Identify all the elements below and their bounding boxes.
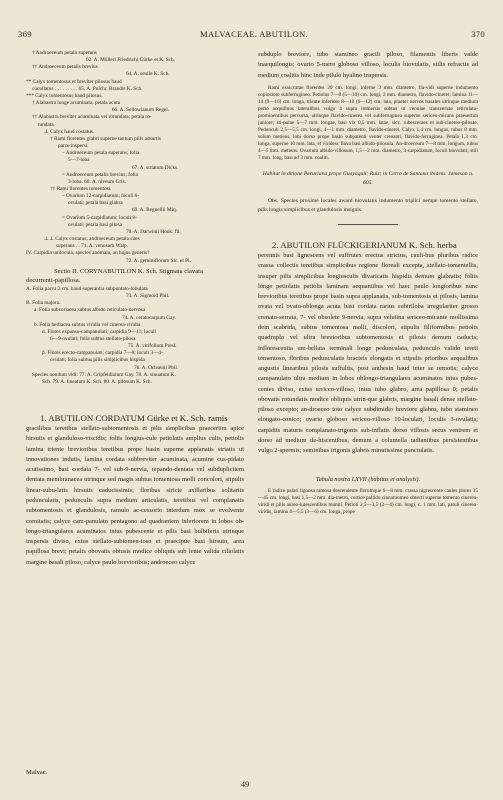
key-line: B. Folia majora. bbox=[26, 300, 61, 307]
key-line: 6—9-ovulati; folia subtus stellato-pilosa bbox=[50, 335, 136, 342]
key-line: † Androeceum petala superans bbox=[32, 50, 97, 56]
section-divider bbox=[338, 224, 398, 225]
key-line: 73. A. Sigmoid Phil. bbox=[126, 293, 170, 300]
identification-key bbox=[26, 50, 244, 265]
key-line: †† Alabastra breviter acuminata vel rotundata; petala ro- bbox=[32, 114, 152, 121]
key-line: 69. A. Regnellii Miq. bbox=[132, 207, 178, 214]
key-line: 66. A. Sellowianum Regel. bbox=[112, 107, 170, 114]
key-line: 75. A. vitifolium Presl. bbox=[128, 343, 177, 350]
key-line: †† Rami florentes tomentosi. bbox=[50, 185, 112, 192]
specimen-measurements-1: Rami exsiccatae florentes 20 cm. longi, inferne 3 mm. diametro, fla-vidi superne indumento copiosiore subferrugineo. Petiolus 7—8 (5—10) cm. longi, 2 mm. diametro, flavido-cinerei; lamina 11—14 (9—16) cm. longa, triente inferiore 8—10 (6—12) cm. lata, praeter nervos basales utrinque medium perio acquilinus lateralibus vulgo 4 supra immersis subtus ut venulae transversae reticulato-prominentibus percursa, utrinque flavido-cinerea vel subferruginea superne sericeo-micans praesertim juniore; sti-pulae 5—7 mm. longae, basi vix 0,5 mm. latae, sicc. rubescentes et sub-cinereo-pilosae. Pedunculi 2,5—5,5 cm. longi, 4—1 mm. diametro, flavido-cinerei. Calyx 1,4 cm. longus, tubus 8 mm. solum metiens, lobi dorso prope basin subpatenti venter crenanti, flavido-ferruginea. Petala 1,3 cm. longa, superne 10 mm. lata, et viridesc flava basi albido-pilosula. An-droeceum 7—8 mm. longum, tubus 4—5 mm. metiens. Ovarium albido-villosum, 1,5—2 mm. diametro, 3-carpidiatum, loculi biovulati; stili 7 mm. long, basi ad 3 mm. coaliti. bbox=[258, 84, 478, 162]
key-line: ovulati; folia subtus pilis simplicibus hispida bbox=[50, 357, 145, 364]
section-title: Sectio II. CORYNABUTILON K. Sch. Stigmata clavata bbox=[54, 267, 203, 275]
specimen-measurements-2: E radice palari lignosa ramosa descendente florumque 6—8 mm. crassa nigrescente caules plures 35—45 cm. longi, basi 1,5—2 mm. dia-metro, cortice pallido cinnamomeo obtecti superne tomento cinereo-viridi et pilis aureo-lutescentibus muniti. Petioli 2,5—3,5 (2—4) cm. longi, c. 1 mm. lati, patuli cinereo-viridis, lamina 4—5,5 (3—6) cm. longa, prope bbox=[258, 487, 478, 515]
key-line: parce inspersi. bbox=[58, 143, 89, 150]
key-line: ovulati; petala basi glabra bbox=[68, 200, 123, 207]
key-line: 5—7-loba bbox=[68, 157, 90, 164]
key-line: 74. A. ceratocarpum Gay. bbox=[122, 314, 177, 321]
running-title: MALVACEAE. ABUTILON. bbox=[200, 29, 308, 39]
key-line: – Androeceum petala superans; folia bbox=[62, 150, 140, 157]
key-line: Species nondum vidi: 77. A. Gripfeldiaium Gay. 78. A. sinuatum K. bbox=[32, 371, 176, 378]
page-number-left: 369 bbox=[18, 29, 32, 39]
running-header bbox=[14, 29, 489, 41]
key-line: ⊥⊥ Calyx costatus; androeceum petala sites bbox=[44, 236, 140, 243]
key-line: 62. A. Mülleri Friedrichi Gürke et K. Sch. bbox=[86, 57, 176, 64]
page-number-right: 370 bbox=[471, 29, 485, 39]
key-line: Sch. 79. A. lineatum K. Sch. 80. A. pilosum K. Sch. bbox=[42, 378, 152, 385]
key-line: 3-loba. 68. A. niveum Gris. bbox=[68, 178, 126, 185]
species-description-1-continued: subduplo breviore, tubo stamineo gracili piloso, filamentis liberis valde inaequilongis; ovario 5-mero globoso villoso, loculis biovulatis, stilis refractis ad medium coalitis hinc inde pilulo hyalino inspersis. bbox=[258, 51, 478, 79]
key-line: †† Androeceum petalis brevius bbox=[32, 64, 98, 71]
key-line: cucullatus . . . . . . . . . 65. A. Pulchr. Brandis K. Sch. bbox=[32, 85, 143, 92]
right-column bbox=[258, 50, 478, 516]
species-heading-2: 2. ABUTILON FLÜCKIGERIANUM K. Sch. herba bbox=[272, 239, 457, 250]
observation-note: Obs. Species proxime locales award biovulatis indumento triplici nempe tomento stellato, pilis longis simplicibus et glandulosis insignis. bbox=[258, 198, 478, 213]
key-line: – Ovarium 12-carpidiatum; loculi 6- bbox=[62, 193, 140, 200]
key-line: 76. A. Ochsenii Phil. bbox=[134, 364, 179, 371]
section-title-continued: decurrenti-papillosa. bbox=[26, 277, 81, 285]
signature-mark: 49 bbox=[241, 780, 250, 789]
key-line: 64. A. senile K. Sch. bbox=[126, 71, 170, 78]
key-line: ⊥ Calyx haud costatus. bbox=[44, 128, 95, 135]
key-line: = Androeceum petalis brevius; folia bbox=[62, 171, 138, 178]
key-line: = Ovarium 5-carpidiatum; loculi 8- bbox=[62, 214, 137, 221]
key-line: 72. A. geminiflorum Sic. et Pl. bbox=[126, 257, 191, 264]
key-line: *** Calyx tomentosus haud pilosus. bbox=[26, 92, 103, 99]
key-line: 70. A. Darwinii Hook. fil. bbox=[126, 228, 181, 235]
key-line: β. Flores erecto-campanulati; carpidia 7—8; loculi 3—4- bbox=[42, 350, 163, 357]
key-line: † Rami florentes glabri superne tantum pilis adsurtis bbox=[50, 135, 162, 142]
key-line: a. Folia subcoriacea subtus albido reticulato-nervosa bbox=[34, 307, 146, 314]
key-line: † Alabastra longe acuminata; petala acuta bbox=[32, 100, 121, 107]
species-heading-1: 1. ABUTILON CORDATUM Gürke et K. Sch. ramis bbox=[40, 413, 228, 424]
key-line: ovulati; petala basi pilosa bbox=[68, 221, 122, 228]
footer-left: Malvac. bbox=[26, 769, 48, 776]
key-line: tundata. bbox=[38, 121, 55, 128]
plate-reference: Tabula nostra LXVII (habitus et analysis). bbox=[315, 475, 421, 483]
species-description-1: gracilibus teretibus stellato-subtomentosis et pilis simplicibus praecertim apice hirsutis et glanduloso-viscidis; foliis longius-cule petiolatis amplius culis, petiolis lamina triente brevioribus teretibus prope basin superne applanatis striatis ut innovationes indutis, lamina cordata subbreviter acuminata, acumine cus-pidato acutissimo, basi cordata 7- vel sub-9-nervia, repando-dentata vel subduplicitem dentata membranacea utrinque sed magis subtus tomentosa molli concolori, stipulis linear-subu-latis hirsutis caducissimis; floribus stricte axillaribus solitariis pedunculatis, pedunculis supra medium articulatis, teretibus vel complanatis subtomentosis et glandulosis, ramulo ac-cessorio interdum mox se evolvente comitatis; calyce cam-panulato pentagono ad quadrantem inferiorem in lobos ob-longo-triangulares acuminatos intus pubescente et pilis basi bulbiferis utrinque inspersis diviso, extus stellato-subtomen-toso et praecipue basi hirsuto, area papillosa brevi; petalis obovatis obtusis modice obliquis sub lente valida ciliolatis margine basali piloso, calyce paulo brevioribus; androeceo calyce bbox=[26, 425, 244, 566]
key-line: 67. A. striatum Dicks. bbox=[132, 164, 179, 171]
left-column bbox=[26, 50, 244, 568]
section-key bbox=[26, 286, 244, 386]
species-description-2: perennis basi lignescens vel suffrutex erectus strictus, cauli-bus pluribus radice crassa collectis teretibus simplicibus regione floreali excepta, stellato-tomentellis, insuper pilis simplicibus longiusculis divaricatis hispidis demum glabratis; foliis longe petiolatis petiolis laminam aequantibus vel haec paulo longioribus nunc brevioribus teretibus prope basin supra applanatis, sub-tomentosis et pilosis, lamina ovata vel ovato-oblonga acuta basi cordata rarius subtriloba irregulariter grosso crenato-serrata, 7- vel obsolete 9-nervia, supra velutina sericeo-micante mollissima dein scabrida, subtus tomentosa molli, discolori, stipulis filiformibus petiolis quadruplo vel ultra brevioribus subtomentosis et pilosis demum caducis; inflorescentia um-bellata terminali longe pedunculata, pedunculo valido tereti tomentoso, floribus pedunculatis bracteis elongatis et stipulis prioribus aequalibus angustis linearibus pilosis suffultis, post anthesin haud inter se remotis; calyce campanulato ultra medium in lobos oblongo-triangulares acuminatos intus pubes-centes diviso, extus sericeo-villoso, intus tubo glabro, area papillosa 0; petalis obovatis rotundatis modice obliquis utrin-que glabris, margine basali dense stellato-piloso excepto; an-droeceo toto calyce subdimidio breviore glabro, tubo stamineo elongato-conico; ovario globoso sericeo-villoso 10-loculari, loculis 3-ovulatis; carpidiis maturis complanato-trigonis sub-inflatis dorso villosis secus ventrem et dorso ad medium de-hiscentibus, demum a columella radiantibus persistentibus vulgo 2-spermis; seminibus trigonis glabris minutissime punctulatis. bbox=[258, 251, 478, 455]
key-line: b. Folia herbacea subtus viridia vel cinerea-viridia. bbox=[34, 321, 142, 328]
key-line: IV. Carpidia unilocula, species anomala, an hujus generis? bbox=[26, 250, 150, 257]
key-line: ** Calyx tomentosus et breviter pilosus haud bbox=[26, 78, 122, 85]
key-line: superans . . 71. A. venosum Walp. bbox=[56, 243, 129, 250]
key-line: α. Flores expanso-campanulati; carpidia 9—11; loculi bbox=[42, 328, 157, 335]
key-line: A. Folia parva 2 cm. haud superantia subpuntato-lobulata bbox=[26, 285, 148, 292]
habitat-note: Habitat in ditione Peruviana prope Guayaquil: Ruiz; in Cerro de Santana ibidem: Jameson n. 605. bbox=[262, 171, 474, 186]
